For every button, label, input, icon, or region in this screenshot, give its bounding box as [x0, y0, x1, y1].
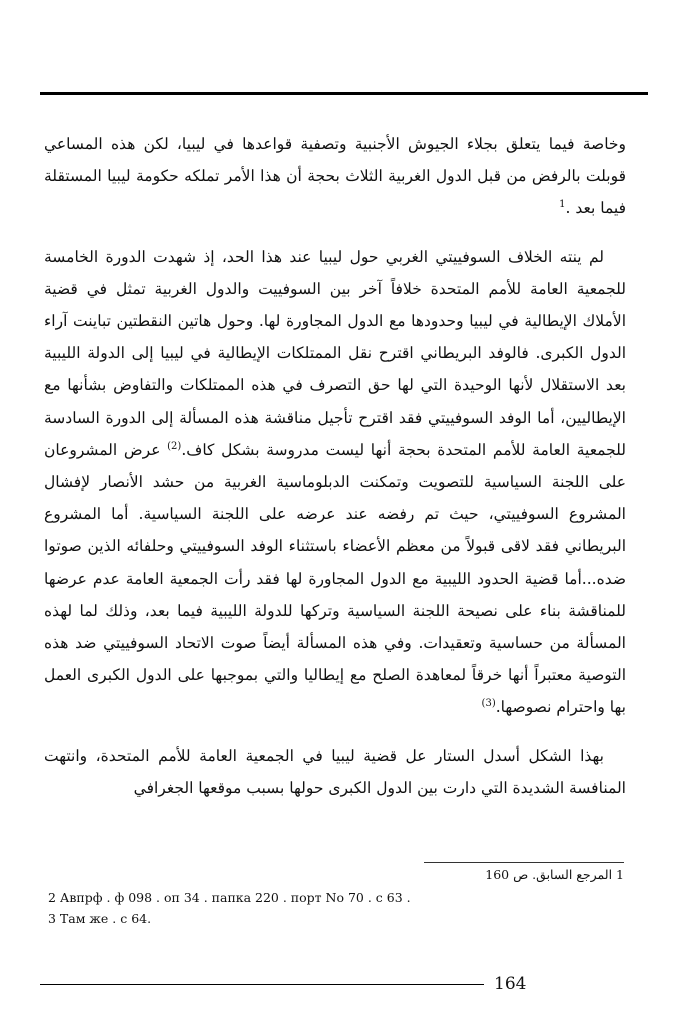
paragraph-2-text-b: عرض المشروعان على اللجنة السياسية للتصويت وتمكنت الدبلوماسية الغربية من حشد الأنصار لإفشال المشروع السوفييتي، حيث تم رفضه عند عرضه على اللجنة السياسية. أما المشروع البريطاني فقد لاقى قبولاً من معظم الأعضاء باستثناء الوفد السوفييتي وحلفائه الذين صوتوا ضده...أما قضية الحدود الليبية مع الدول المجاورة لها فقد رأت الجمعية العامة عدم عرضها للمناقشة بناء على نصيحة اللجنة السياسية وتركها للدولة الليبية فيما بعد، وذلك لما لهذه المسألة من حساسية وتعقيدات. وفي هذه المسألة أيضاً صوت الاتحاد السوفييتي ضد هذه التوصية معتبراً أنها خرقاً لمعاهدة الصلح مع إيطاليا والتي بموجبها على الدول الكبرى العمل بها واحترام نصوصها.	[44, 440, 626, 717]
footnote-3: 3 Там же . с 64.	[48, 911, 152, 926]
paragraph-3-text: بهذا الشكل أسدل الستار عل قضية ليبيا في الجمعية العامة للأمم المتحدة، وانتهت المنافسة الشديدة التي دارت بين الدول الكبرى حولها بسبب موقعها الجغرافي	[44, 746, 626, 797]
paragraph-1	[44, 128, 626, 225]
footnote-ref-2: (2)	[167, 440, 182, 452]
footnote-2: 2 Авпрф . ф 098 . оп 34 . папка 220 . порт No 70 . с 63 .	[48, 890, 411, 905]
footnote-1: 1 المرجع السابق. ص 160	[485, 867, 624, 882]
body-text	[44, 128, 626, 804]
footnote-ref-3: (3)	[481, 698, 496, 710]
footer-rule	[40, 984, 484, 985]
paragraph-1-text: وخاصة فيما يتعلق بجلاء الجيوش الأجنبية وتصفية قواعدها في ليبيا، لكن هذه المساعي قوبلت بالرفض من قبل الدول الغربية الثلاث بحجة أن هذا الأمر تملكه حكومة ليبيا المستقلة فيما بعد .	[44, 135, 626, 218]
footnote-rule	[424, 862, 624, 863]
paragraph-2	[44, 241, 626, 724]
page-number: 164	[494, 974, 527, 994]
footnote-ref-1: 1	[559, 199, 566, 211]
footnotes-latin	[48, 887, 411, 929]
paragraph-3	[44, 740, 626, 804]
paragraph-2-text-a: لم ينته الخلاف السوفييتي الغربي حول ليبيا عند هذا الحد، إذ شهدت الدورة الخامسة للجمعية العامة للأمم المتحدة خلافاً آخر بين السوفييت والدول الغربية تمثل في قضية الأملاك الإيطالية في ليبيا وحدودها مع الدول المجاورة لها. وحول هاتين النقطتين تباينت آراء الدول الكبرى. فالوفد البريطاني اقترح نقل الممتلكات الإيطالية في ليبيا إلى الدولة الليبية بعد الاستقلال لأنها الوحيدة التي لها حق التصرف في هذه الممتلكات والتفاوض بشأنها مع الإيطاليين، أما الوفد السوفييتي فقد اقترح تأجيل مناقشة هذه المسألة إلى الدورة السادسة للجمعية العامة للأمم المتحدة بحجة أنها ليست مدروسة بشكل كاف.	[44, 247, 626, 459]
header-rule	[40, 92, 648, 95]
